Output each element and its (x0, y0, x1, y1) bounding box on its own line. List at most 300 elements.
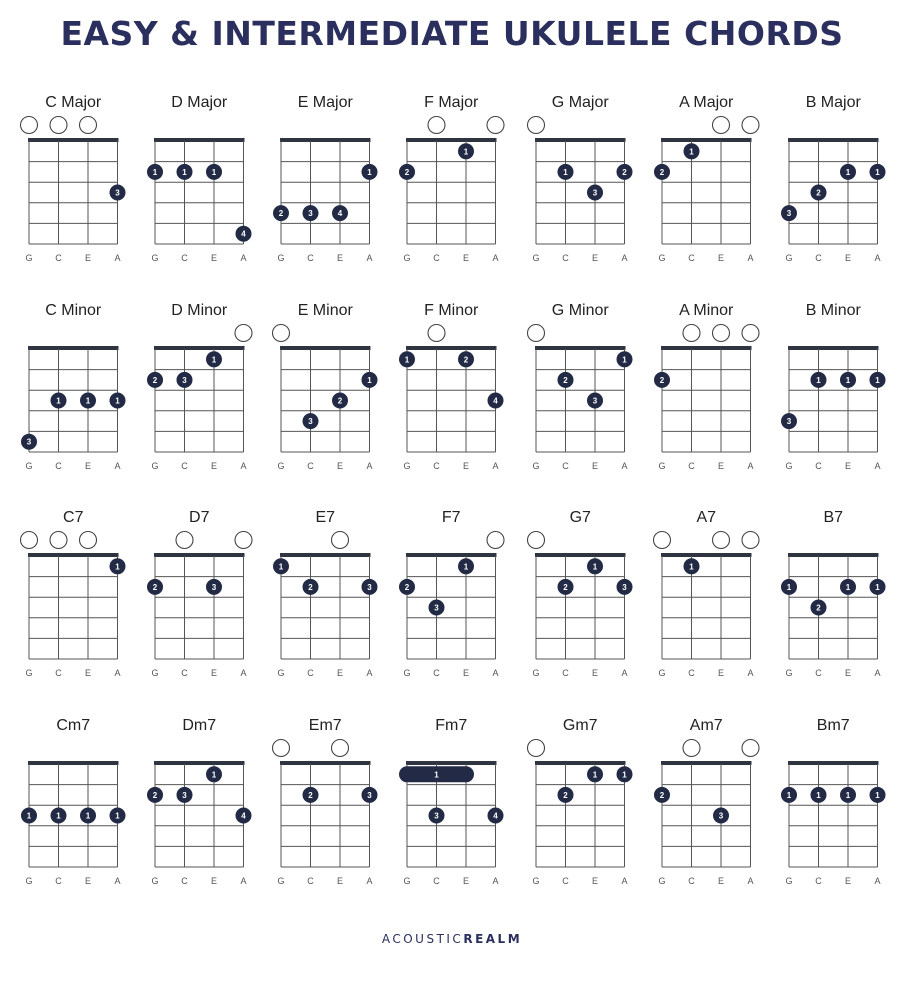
open-string-icon (50, 532, 67, 549)
nut (535, 138, 626, 142)
finger-number: 1 (592, 770, 598, 780)
finger-number: 1 (56, 396, 61, 406)
open-string-icon (654, 532, 671, 549)
finger-number: 3 (592, 396, 598, 406)
finger-number: 2 (563, 790, 568, 800)
string-label: C (55, 461, 62, 471)
string-label: A (240, 461, 247, 471)
finger-number: 2 (659, 375, 665, 385)
string-label: G (658, 461, 666, 471)
open-string-icon (176, 532, 193, 549)
nut (28, 761, 119, 765)
string-label: C (307, 668, 314, 678)
finger-number: 1 (786, 582, 792, 592)
string-label: E (591, 876, 599, 886)
finger-number: 1 (875, 582, 880, 592)
chord-name: Bm7 (816, 717, 850, 734)
finger-number: 1 (786, 790, 792, 800)
string-label: A (114, 876, 121, 886)
chord-diagram (781, 509, 886, 678)
finger-number: 3 (786, 209, 792, 219)
open-string-icon (487, 532, 504, 549)
chord-name: Cm7 (56, 717, 91, 734)
finger-number: 1 (367, 375, 372, 385)
nut (788, 138, 879, 142)
string-label: G (532, 461, 540, 471)
open-string-icon (742, 740, 759, 757)
nut (154, 553, 245, 557)
string-label: E (462, 461, 470, 471)
nut (28, 553, 119, 557)
string-label: G (403, 668, 411, 678)
open-string-icon (21, 117, 38, 134)
string-label: G (25, 253, 33, 263)
nut (280, 761, 371, 765)
string-label: A (874, 253, 881, 263)
chord-name: D Minor (171, 302, 228, 319)
string-label: E (210, 876, 218, 886)
chord-name: F7 (441, 509, 461, 526)
string-label: E (591, 461, 599, 471)
finger-number: 1 (875, 167, 880, 177)
string-label: G (151, 876, 159, 886)
open-string-icon (235, 532, 252, 549)
finger-number: 1 (463, 147, 469, 157)
finger-number: 1 (115, 562, 120, 572)
string-label: C (55, 253, 62, 263)
chord-name: Fm7 (435, 717, 468, 734)
string-label: G (403, 876, 411, 886)
nut (406, 553, 497, 557)
open-string-icon (713, 117, 730, 134)
finger-number: 3 (367, 790, 372, 800)
chord-name: G Major (551, 94, 609, 111)
string-label: G (658, 876, 666, 886)
finger-number: 3 (26, 437, 32, 447)
chord-diagram (21, 302, 126, 471)
string-label: C (55, 876, 62, 886)
finger-number: 1 (875, 375, 880, 385)
chord-diagram (21, 509, 126, 678)
finger-number: 3 (592, 188, 598, 198)
string-label: E (844, 668, 852, 678)
chord-diagram (528, 94, 633, 263)
string-label: A (366, 461, 373, 471)
chord-name: C7 (63, 509, 84, 526)
string-label: G (403, 253, 411, 263)
open-string-icon (332, 532, 349, 549)
finger-number: 1 (592, 562, 598, 572)
nut (406, 761, 497, 765)
string-label: G (277, 461, 285, 471)
finger-number: 1 (689, 147, 694, 157)
page-title: EASY & INTERMEDIATE UKULELE CHORDS (60, 14, 844, 53)
open-string-icon (428, 117, 445, 134)
finger-number: 3 (718, 811, 724, 821)
string-label: A (874, 461, 881, 471)
string-label: E (462, 668, 470, 678)
chord-name: C Minor (45, 302, 102, 319)
string-label: C (688, 668, 695, 678)
brand-part-acoustic: ACOUSTIC (381, 932, 464, 946)
chord-name: B7 (823, 509, 844, 526)
string-label: G (151, 253, 159, 263)
finger-number: 4 (337, 209, 343, 219)
string-label: C (433, 876, 440, 886)
string-label: G (658, 668, 666, 678)
string-label: G (25, 461, 33, 471)
open-string-icon (235, 325, 252, 342)
chord-name: D7 (189, 509, 210, 526)
string-label: G (25, 668, 33, 678)
string-label: C (181, 253, 188, 263)
finger-number: 1 (622, 355, 627, 365)
finger-number: 1 (845, 167, 851, 177)
finger-number: 1 (211, 167, 217, 177)
string-label: A (621, 876, 628, 886)
string-label: A (747, 461, 754, 471)
chord-name: F Major (424, 94, 479, 111)
chord-diagram (528, 302, 633, 471)
finger-number: 2 (622, 167, 627, 177)
finger-number: 1 (622, 770, 627, 780)
finger-number: 3 (211, 582, 217, 592)
finger-number: 1 (689, 562, 694, 572)
finger-number: 4 (241, 811, 246, 821)
string-label: A (114, 253, 121, 263)
chord-diagram (21, 717, 126, 886)
finger-number: 3 (786, 417, 792, 427)
finger-number: 3 (308, 209, 313, 219)
finger-number: 2 (404, 167, 410, 177)
chord-diagram (654, 302, 759, 471)
finger-number: 1 (182, 167, 187, 177)
string-label: C (433, 461, 440, 471)
string-label: E (210, 668, 218, 678)
string-label: G (277, 668, 285, 678)
finger-number: 1 (152, 167, 158, 177)
nut (788, 553, 879, 557)
finger-number: 1 (56, 811, 61, 821)
finger-number: 3 (182, 790, 187, 800)
chord-name: A Minor (679, 302, 734, 319)
finger-number: 2 (308, 790, 313, 800)
finger-number: 3 (115, 188, 120, 198)
open-string-icon (742, 325, 759, 342)
chord-name: C Major (45, 94, 102, 111)
string-label: E (717, 876, 725, 886)
nut (406, 346, 497, 350)
open-string-icon (683, 740, 700, 757)
open-string-icon (428, 325, 445, 342)
nut (661, 553, 752, 557)
chord-name: B Major (805, 94, 861, 111)
chord-diagram (147, 94, 252, 263)
string-label: G (151, 461, 159, 471)
chord-diagram (399, 717, 504, 886)
string-label: A (492, 461, 499, 471)
finger-number: 2 (659, 167, 665, 177)
finger-number: 2 (816, 188, 821, 198)
finger-number: 3 (622, 582, 627, 592)
finger-number: 1 (845, 582, 851, 592)
nut (280, 138, 371, 142)
string-label: A (240, 253, 247, 263)
string-label: E (336, 461, 344, 471)
finger-number: 1 (816, 790, 821, 800)
brand-part-realm: REALM (463, 932, 523, 946)
string-label: E (591, 668, 599, 678)
string-label: E (84, 461, 92, 471)
chord-diagram (654, 717, 759, 886)
chord-diagram (273, 94, 378, 263)
string-label: E (717, 668, 725, 678)
string-label: C (562, 876, 569, 886)
open-string-icon (273, 740, 290, 757)
finger-number: 2 (563, 582, 568, 592)
string-label: E (210, 253, 218, 263)
string-label: C (307, 253, 314, 263)
string-label: A (366, 253, 373, 263)
chord-diagram (528, 717, 633, 886)
nut (661, 761, 752, 765)
nut (661, 346, 752, 350)
nut (28, 138, 119, 142)
finger-number: 1 (404, 355, 410, 365)
finger-number: 2 (152, 790, 158, 800)
finger-number: 1 (463, 562, 469, 572)
nut (406, 138, 497, 142)
finger-number: 3 (434, 603, 439, 613)
chord-diagram (147, 509, 252, 678)
open-string-icon (273, 325, 290, 342)
string-label: E (336, 253, 344, 263)
string-label: G (532, 253, 540, 263)
string-label: C (815, 253, 822, 263)
string-label: A (366, 876, 373, 886)
open-string-icon (683, 325, 700, 342)
finger-number: 1 (845, 375, 851, 385)
finger-number: 1 (367, 167, 372, 177)
string-label: A (492, 668, 499, 678)
string-label: G (785, 253, 793, 263)
string-label: E (462, 253, 470, 263)
chord-name: A7 (696, 509, 717, 526)
string-label: A (621, 668, 628, 678)
string-label: A (747, 253, 754, 263)
chord-diagram (399, 94, 504, 263)
string-label: A (747, 876, 754, 886)
finger-number: 2 (152, 375, 158, 385)
string-label: E (336, 668, 344, 678)
nut (788, 761, 879, 765)
string-label: C (433, 253, 440, 263)
nut (280, 346, 371, 350)
nut (535, 761, 626, 765)
nut (661, 138, 752, 142)
string-label: C (688, 253, 695, 263)
chord-diagram (399, 302, 504, 471)
chord-diagram (147, 717, 252, 886)
open-string-icon (713, 532, 730, 549)
string-label: C (181, 876, 188, 886)
string-label: A (114, 461, 121, 471)
open-string-icon (742, 117, 759, 134)
string-label: E (717, 461, 725, 471)
chord-name: Dm7 (182, 717, 217, 734)
chord-name: Gm7 (562, 717, 598, 734)
nut (154, 346, 245, 350)
finger-number: 4 (493, 396, 498, 406)
chord-diagram (781, 94, 886, 263)
finger-number: 1 (85, 396, 91, 406)
open-string-icon (528, 325, 545, 342)
string-label: C (815, 876, 822, 886)
nut (280, 553, 371, 557)
finger-number: 3 (434, 811, 439, 821)
finger-number: 2 (152, 582, 158, 592)
chord-name: F Minor (424, 302, 479, 319)
chord-diagram (654, 509, 760, 678)
finger-number: 1 (434, 770, 439, 780)
finger-number: 2 (563, 375, 568, 385)
open-string-icon (332, 740, 349, 757)
chord-diagram (273, 717, 378, 886)
chord-name: D Major (171, 94, 228, 111)
finger-number: 3 (182, 375, 187, 385)
chord-name: Em7 (308, 717, 342, 734)
open-string-icon (487, 117, 504, 134)
finger-number: 2 (463, 355, 469, 365)
finger-number: 3 (308, 417, 313, 427)
string-label: E (84, 253, 92, 263)
string-label: C (433, 668, 440, 678)
chord-diagram (147, 302, 252, 471)
finger-number: 2 (278, 209, 284, 219)
finger-number: 1 (85, 811, 91, 821)
string-label: A (874, 668, 881, 678)
string-label: A (492, 876, 499, 886)
finger-number: 2 (659, 790, 665, 800)
finger-number: 1 (211, 770, 217, 780)
finger-number: 4 (493, 811, 498, 821)
nut (28, 346, 119, 350)
finger-number: 1 (875, 790, 880, 800)
string-label: G (532, 876, 540, 886)
string-label: E (462, 876, 470, 886)
finger-number: 1 (115, 811, 120, 821)
chord-name: B Minor (805, 302, 861, 319)
string-label: A (114, 668, 121, 678)
finger-number: 1 (211, 355, 217, 365)
chord-name: Am7 (689, 717, 723, 734)
string-label: C (307, 461, 314, 471)
string-label: A (492, 253, 499, 263)
string-label: A (747, 668, 754, 678)
chord-name: E7 (315, 509, 336, 526)
chord-diagram (528, 509, 633, 678)
chord-name: G7 (569, 509, 591, 526)
string-label: C (688, 461, 695, 471)
open-string-icon (528, 740, 545, 757)
string-label: E (844, 253, 852, 263)
chord-diagram (781, 302, 886, 471)
chord-diagram (654, 94, 759, 263)
nut (154, 761, 245, 765)
string-label: A (874, 876, 881, 886)
string-label: G (785, 876, 793, 886)
open-string-icon (50, 117, 67, 134)
chord-name: E Minor (297, 302, 353, 319)
string-label: C (815, 461, 822, 471)
string-label: A (366, 668, 373, 678)
string-label: A (621, 461, 628, 471)
finger-number: 1 (845, 790, 851, 800)
string-label: A (240, 668, 247, 678)
string-label: E (210, 461, 218, 471)
string-label: E (717, 253, 725, 263)
string-label: G (25, 876, 33, 886)
open-string-icon (528, 117, 545, 134)
string-label: C (815, 668, 822, 678)
nut (535, 553, 626, 557)
open-string-icon (80, 117, 97, 134)
string-label: C (181, 668, 188, 678)
string-label: C (181, 461, 188, 471)
finger-number: 4 (241, 229, 246, 239)
nut (154, 138, 245, 142)
finger-number: 1 (115, 396, 120, 406)
string-label: G (151, 668, 159, 678)
chord-diagram (273, 302, 378, 471)
finger-number: 1 (563, 167, 568, 177)
finger-number: 1 (278, 562, 284, 572)
string-label: G (785, 668, 793, 678)
finger-number: 2 (816, 603, 821, 613)
string-label: E (844, 876, 852, 886)
nut (535, 346, 626, 350)
string-label: C (307, 876, 314, 886)
chord-name: G Minor (551, 302, 609, 319)
chord-diagram (781, 717, 886, 886)
brand-logo (0, 932, 904, 946)
open-string-icon (80, 532, 97, 549)
open-string-icon (528, 532, 545, 549)
string-label: E (591, 253, 599, 263)
string-label: E (844, 461, 852, 471)
string-label: G (785, 461, 793, 471)
string-label: G (532, 668, 540, 678)
string-label: E (84, 876, 92, 886)
string-label: G (277, 253, 285, 263)
nut (788, 346, 879, 350)
open-string-icon (742, 532, 759, 549)
finger-number: 3 (367, 582, 372, 592)
open-string-icon (713, 325, 730, 342)
string-label: G (658, 253, 666, 263)
string-label: A (240, 876, 247, 886)
chord-diagram (21, 94, 126, 263)
string-label: G (277, 876, 285, 886)
string-label: C (55, 668, 62, 678)
open-string-icon (21, 532, 38, 549)
string-label: C (562, 253, 569, 263)
finger-number: 1 (26, 811, 32, 821)
string-label: E (84, 668, 92, 678)
chord-diagram (399, 509, 504, 678)
chord-diagram (273, 509, 378, 678)
string-label: E (336, 876, 344, 886)
